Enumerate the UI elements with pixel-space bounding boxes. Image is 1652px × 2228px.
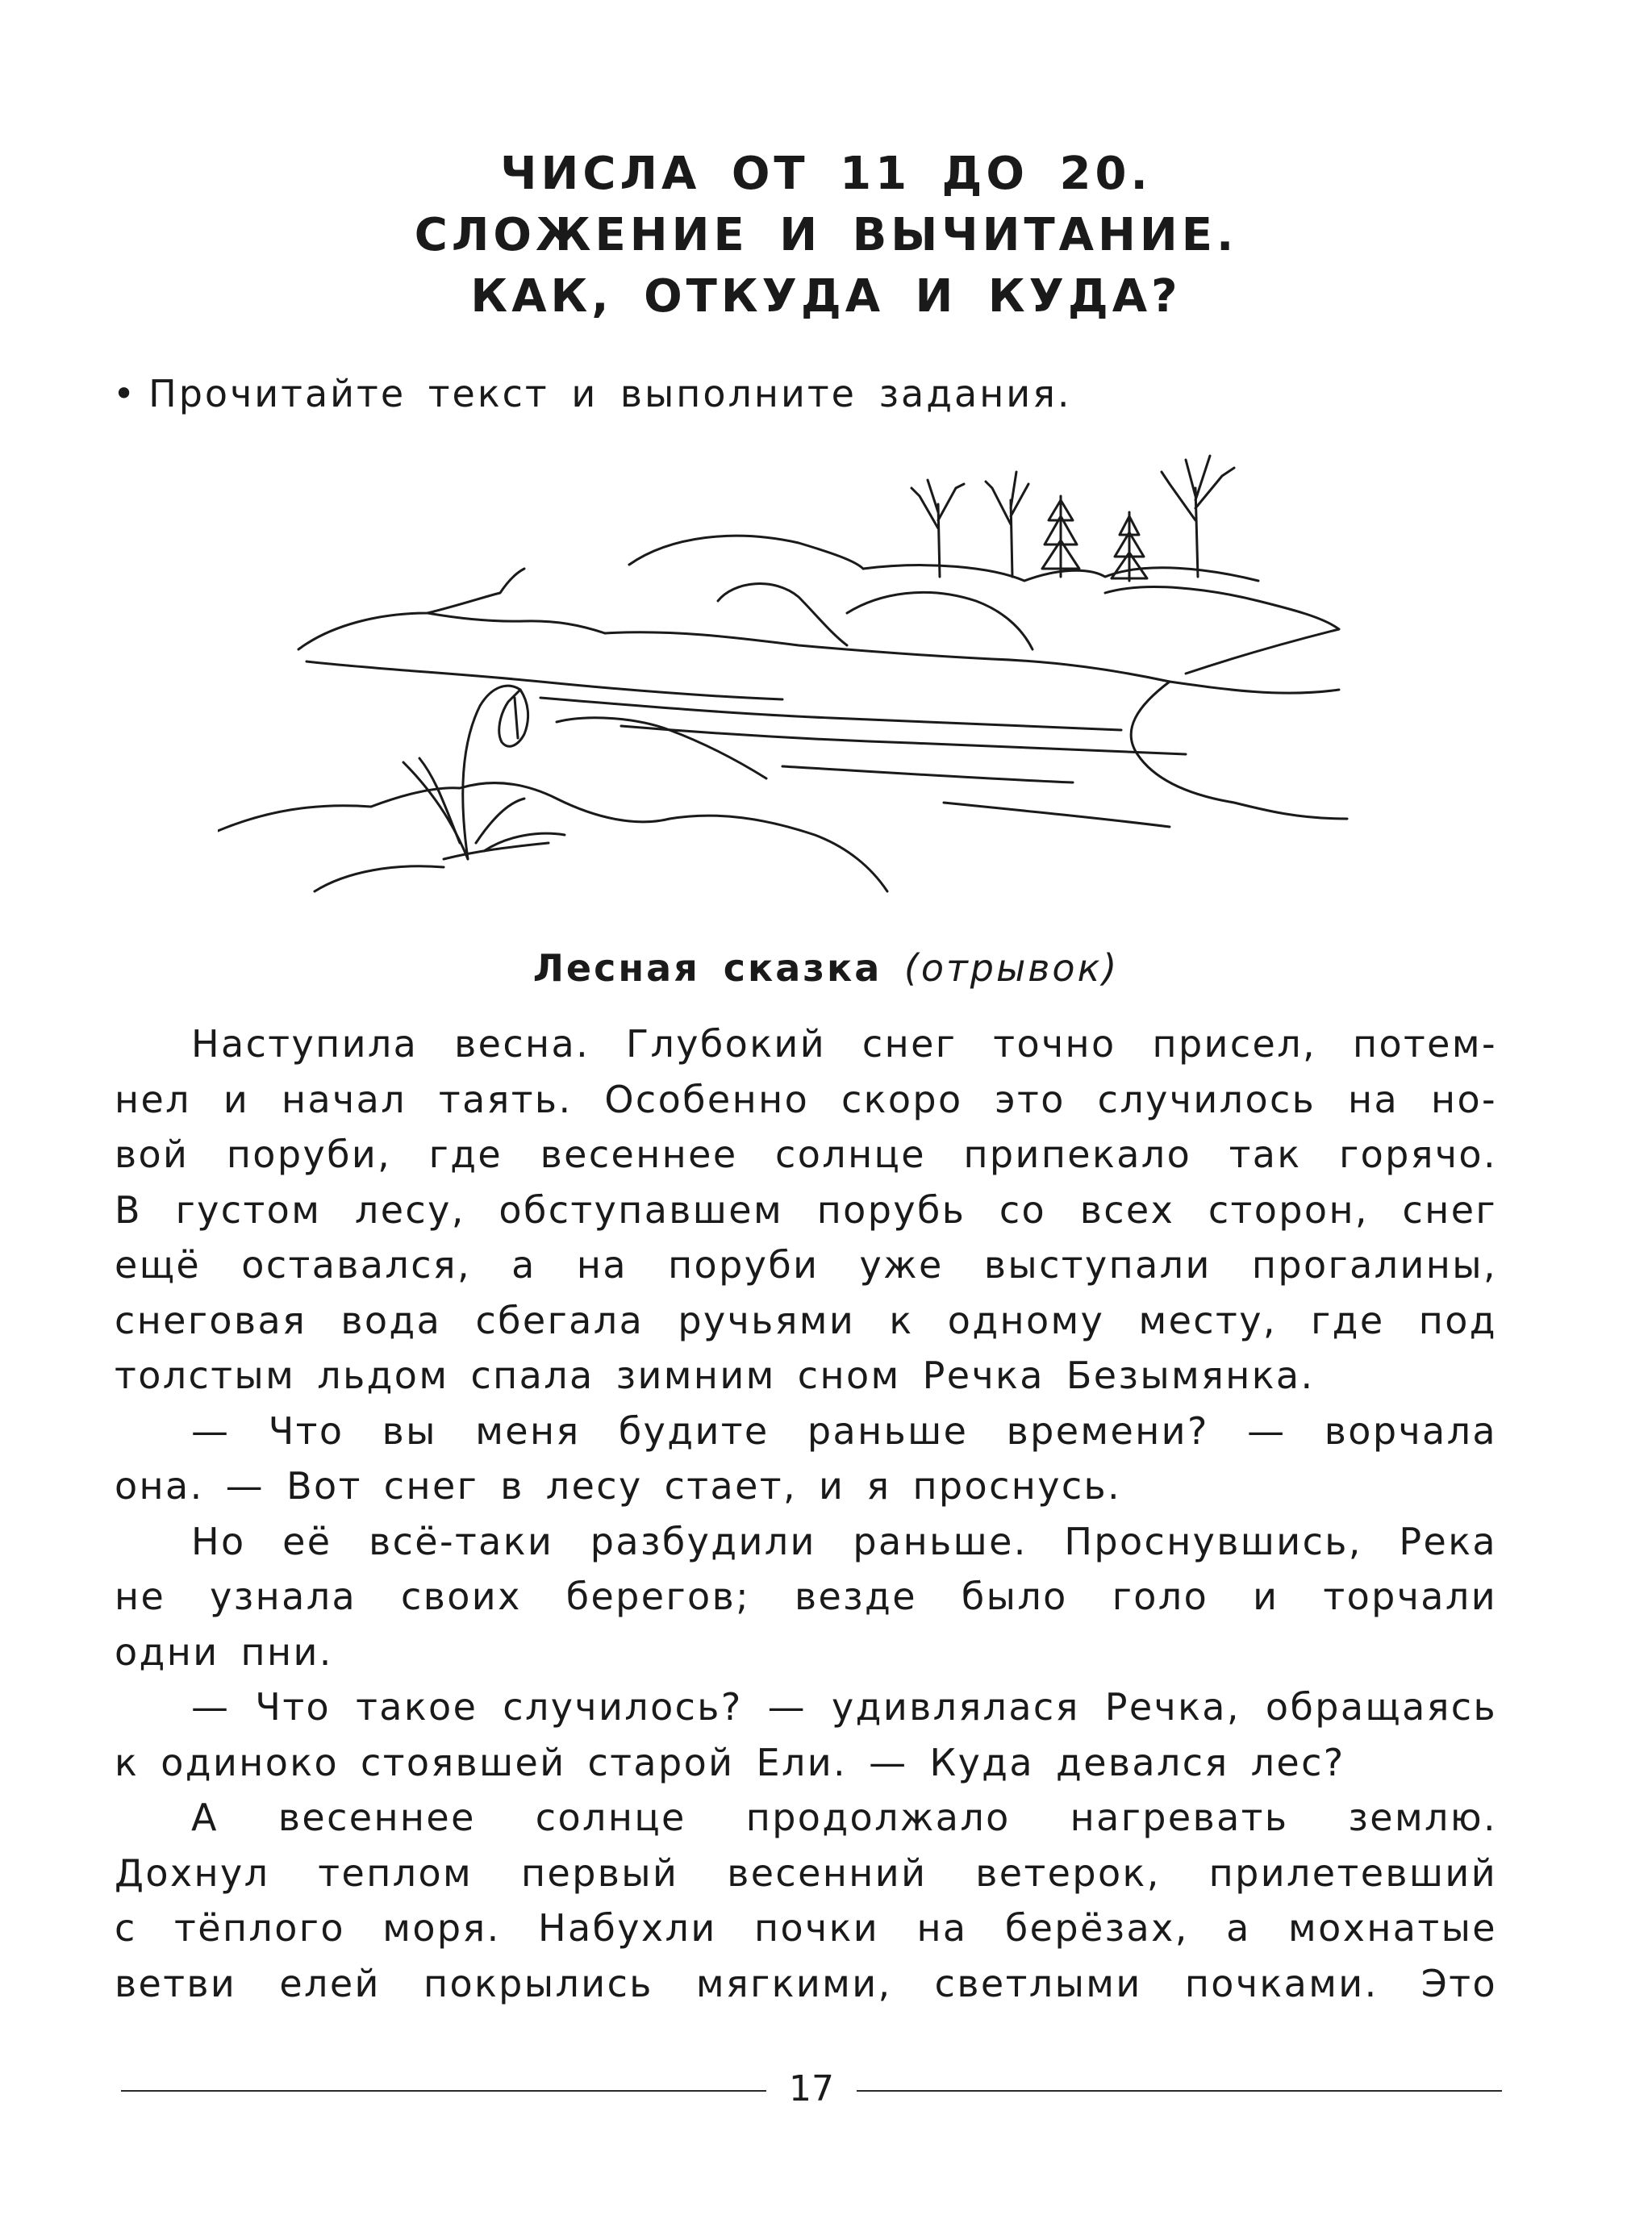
text-line: она. — Вот снег в лесу стает, и я проснусь. xyxy=(115,1464,1122,1508)
page-footer xyxy=(121,2065,1502,2113)
fir-tree-icon xyxy=(1042,496,1079,577)
text-line: нел и начал таять. Особенно скоро это случилось на но- xyxy=(115,1077,1497,1121)
story-title: Лесная сказка xyxy=(532,946,882,990)
task-instruction xyxy=(113,369,1072,418)
text-line: ещё оставался, а на поруби уже выступали прогалины, xyxy=(115,1243,1497,1287)
story-note: (отрывок) xyxy=(903,946,1120,990)
bare-tree-icon xyxy=(912,480,964,577)
text-line: — Что вы меня будите раньше времени? — ворчала xyxy=(191,1408,1497,1453)
text-line: вой поруби, где весеннее солнце припекало так горячо. xyxy=(115,1133,1497,1176)
text-line: одни пни. xyxy=(115,1629,333,1674)
text-line: к одиноко стоявшей старой Ели. — Куда девался лес? xyxy=(115,1740,1345,1784)
story-text xyxy=(115,1016,1497,2011)
text-line: с тёплого моря. Набухли почки на берёзах, а мохнатые xyxy=(115,1906,1497,1950)
text-line: Но её всё-таки разбудили раньше. Проснувшись, Река xyxy=(191,1519,1497,1563)
text-line: ветви елей покрылись мягкими, светлыми почками. Это xyxy=(115,1961,1497,2005)
instruction-text: Прочитайте текст и выполните задания. xyxy=(148,372,1072,415)
text-line: — Что такое случилось? — удивлялася Речка, обращаясь xyxy=(191,1685,1497,1729)
story-heading xyxy=(0,944,1652,992)
page-number: 17 xyxy=(789,2068,834,2109)
bullet-icon: • xyxy=(113,372,138,415)
title-line: КАК, ОТКУДА И КУДА? xyxy=(470,270,1182,323)
title-line: ЧИСЛА ОТ 11 ДО 20. xyxy=(500,148,1152,200)
text-line: толстым льдом спала зимним сном Речка Безымянка. xyxy=(115,1354,1315,1397)
title-line: СЛОЖЕНИЕ И ВЫЧИТАНИЕ. xyxy=(414,209,1238,261)
spring-river-landscape-illustration xyxy=(218,440,1363,907)
text-line: не узнала своих берегов; везде было голо и торчали xyxy=(115,1575,1497,1618)
fir-tree-icon xyxy=(1112,512,1147,581)
bare-tree-icon xyxy=(986,472,1028,577)
text-line: Дохнул теплом первый весенний ветерок, прилетевший xyxy=(115,1850,1497,1895)
footer-rule-right xyxy=(857,2090,1502,2092)
page-title xyxy=(0,144,1652,328)
text-line: Наступила весна. Глубокий снег точно присел, потем- xyxy=(191,1022,1497,1066)
bare-tree-icon xyxy=(1162,456,1234,577)
snowdrop-flower-icon xyxy=(403,686,565,859)
text-line: снеговая вода сбегала ручьями к одному месту, где под xyxy=(115,1298,1497,1342)
text-line: А весеннее солнце продолжало нагревать землю. xyxy=(191,1796,1497,1839)
text-line: В густом лесу, обступавшем порубь со всех сторон, снег xyxy=(115,1187,1497,1232)
